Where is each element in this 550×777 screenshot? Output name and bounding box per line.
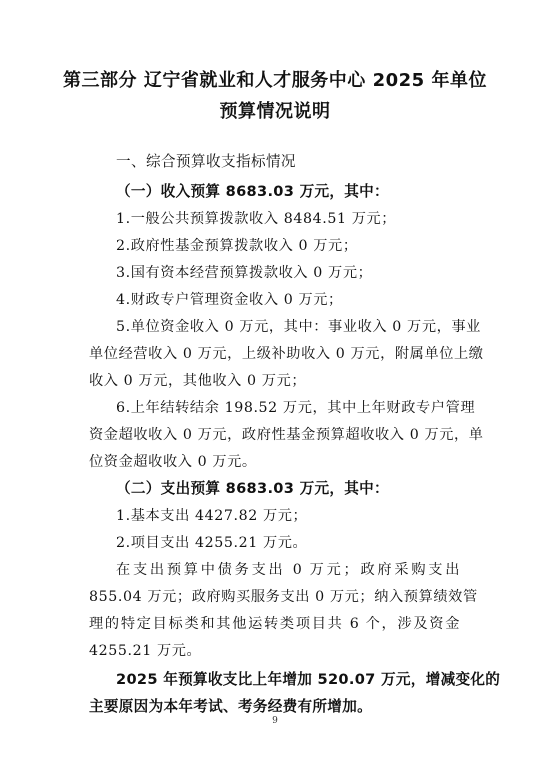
income-item-6-line: 6.上年结转结余 198.52 万元，其中上年财政专户管理 <box>116 400 476 416</box>
income-item-5-line: 单位经营收入 0 万元，上级补助收入 0 万元，附属单位上缴 <box>89 346 484 362</box>
page-title-line-2: 预算情况说明 <box>219 101 331 122</box>
expense-paragraph-line: 在支出预算中债务支出 0 万元；政府采购支出 <box>116 562 460 578</box>
expense-paragraph-line: 理的特定目标类和其他运转类项目共 6 个，涉及资金 <box>89 616 460 632</box>
income-item: 4.财政专户管理资金收入 0 万元； <box>116 292 343 308</box>
expense-paragraph-line: 4255.21 万元。 <box>89 643 202 659</box>
income-heading: （一）收入预算 8683.03 万元，其中： <box>116 183 389 200</box>
income-item-5-line: 5.单位资金收入 0 万元，其中：事业收入 0 万元，事业 <box>116 319 481 335</box>
income-item: 1.一般公共预算拨款收入 8484.51 万元； <box>116 211 397 227</box>
expense-item: 1.基本支出 4427.82 万元； <box>116 508 308 524</box>
income-item-6-line: 资金超收收入 0 万元，政府性基金预算超收收入 0 万元，单 <box>89 427 484 443</box>
expense-paragraph-line: 855.04 万元；政府购买服务支出 0 万元；纳入预算绩效管 <box>89 589 478 605</box>
page-number: 9 <box>272 716 278 726</box>
income-item-5-line: 收入 0 万元，其他收入 0 万元； <box>89 373 307 389</box>
income-item-6-line: 位资金超收收入 0 万元。 <box>89 454 257 470</box>
income-item: 3.国有资本经营预算拨款收入 0 万元； <box>116 265 373 281</box>
summary-line: 主要原因为本年考试、考务经费有所增加。 <box>89 698 372 715</box>
expense-heading: （二）支出预算 8683.03 万元，其中： <box>116 480 389 497</box>
expense-item: 2.项目支出 4255.21 万元。 <box>116 535 308 551</box>
section-heading: 一、综合预算收支指标情况 <box>116 153 296 170</box>
summary-line: 2025 年预算收支比上年增加 520.07 万元，增减变化的 <box>116 671 501 688</box>
page-title-line-1: 第三部分 辽宁省就业和人才服务中心 2025 年单位 <box>63 70 487 91</box>
income-item: 2.政府性基金预算拨款收入 0 万元； <box>116 238 358 254</box>
